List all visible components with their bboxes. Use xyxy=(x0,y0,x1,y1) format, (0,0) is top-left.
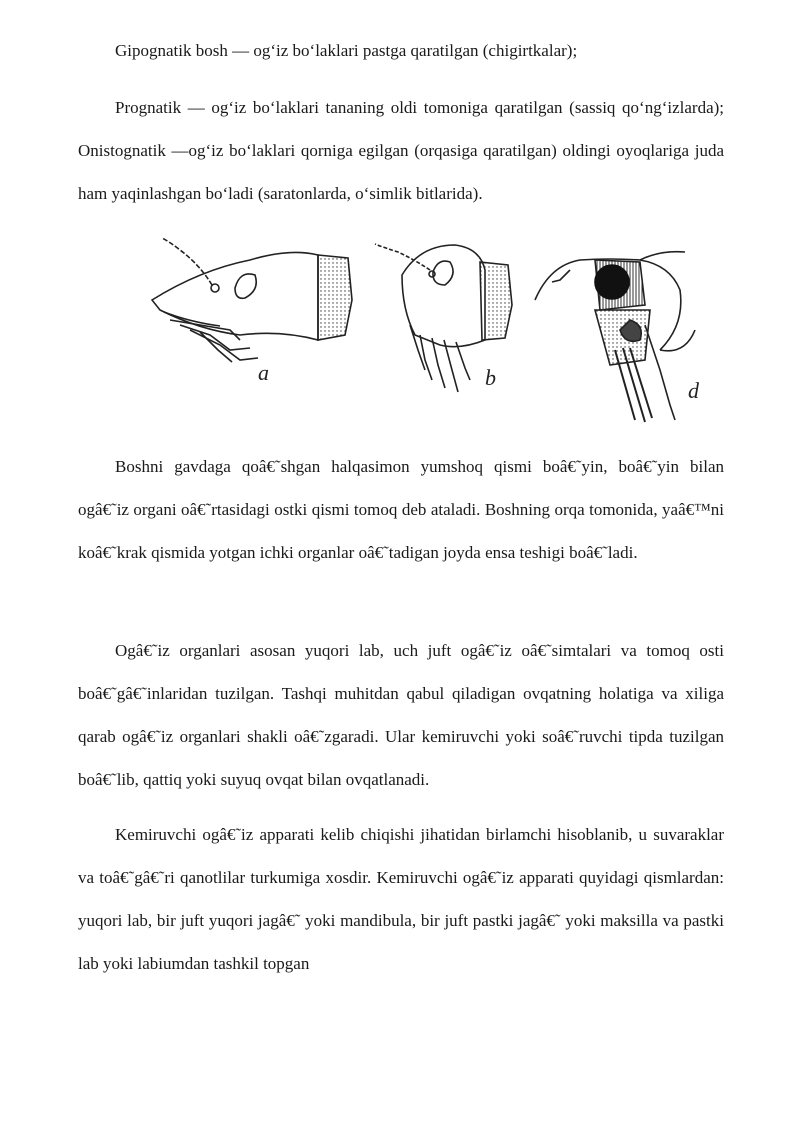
paragraph-neck: Boshni gavdaga qoâ€˜shgan halqasimon yumshoq qismi boâ€˜yin, boâ€˜yin bilan ogâ€˜iz organi oâ€˜rtasidagi ostki qismi tomoq deb ataladi. Boshning orqa tomonida, yaâ€™ni koâ€˜krak qismida yotgan ichki organlar oâ€˜tadigan joyda ensa teshigi boâ€˜ladi. xyxy=(78,457,724,562)
paragraph-mouth-organs: Ogâ€˜iz organlari asosan yuqori lab, uch juft ogâ€˜iz oâ€˜simtalari va tomoq osti boâ€˜gâ€˜inlaridan tuzilgan. Tashqi muhitdan qabul qiladigan ovqatning holatiga va xiliga qarab ogâ€˜iz organlari shakli oâ€˜zgaradi. Ular kemiruvchi yoki soâ€˜ruvchi tipda tuzilgan boâ€˜lib, qattiq yoki suyuq ovqat bilan ovqatlanadi. xyxy=(78,641,724,789)
figure-label-b: b xyxy=(485,365,496,390)
head-drawing-a xyxy=(152,238,352,362)
paragraph-prognathous: Prognatik — og‘iz bo‘laklari tananing oldi tomoniga qaratilgan (sassiq qo‘ng‘izlarda); Onistognatik —og‘iz bo‘laklari qorniga egilgan (orqasiga qaratilgan) oldingi oyoqlariga juda ham yaqinlashgan bo‘ladi (saratonlarda, o‘simlik bitlarida). xyxy=(78,98,724,203)
head-types-figure xyxy=(140,230,720,430)
head-drawing-d xyxy=(535,252,695,422)
paragraph-chewing-apparatus: Kemiruvchi ogâ€˜iz apparati kelib chiqishi jihatidan birlamchi hisoblanib, u suvaraklar va toâ€˜gâ€˜ri qanotlilar turkumiga xosdir. Kemiruvchi ogâ€˜iz apparati quyidagi qismlardan: yuqori lab, bir juft yuqori jagâ€˜ yoki mandibula, bir juft pastki jagâ€˜ yoki maksilla va pastki lab yoki labiumdan tashkil topgan xyxy=(78,825,724,973)
figure-label-d: d xyxy=(688,378,699,403)
paragraph-hypognathous: Gipognatik bosh — og‘iz bo‘laklari pastga qaratilgan (chigirtkalar); xyxy=(115,41,578,60)
figure-label-a: a xyxy=(258,360,269,385)
